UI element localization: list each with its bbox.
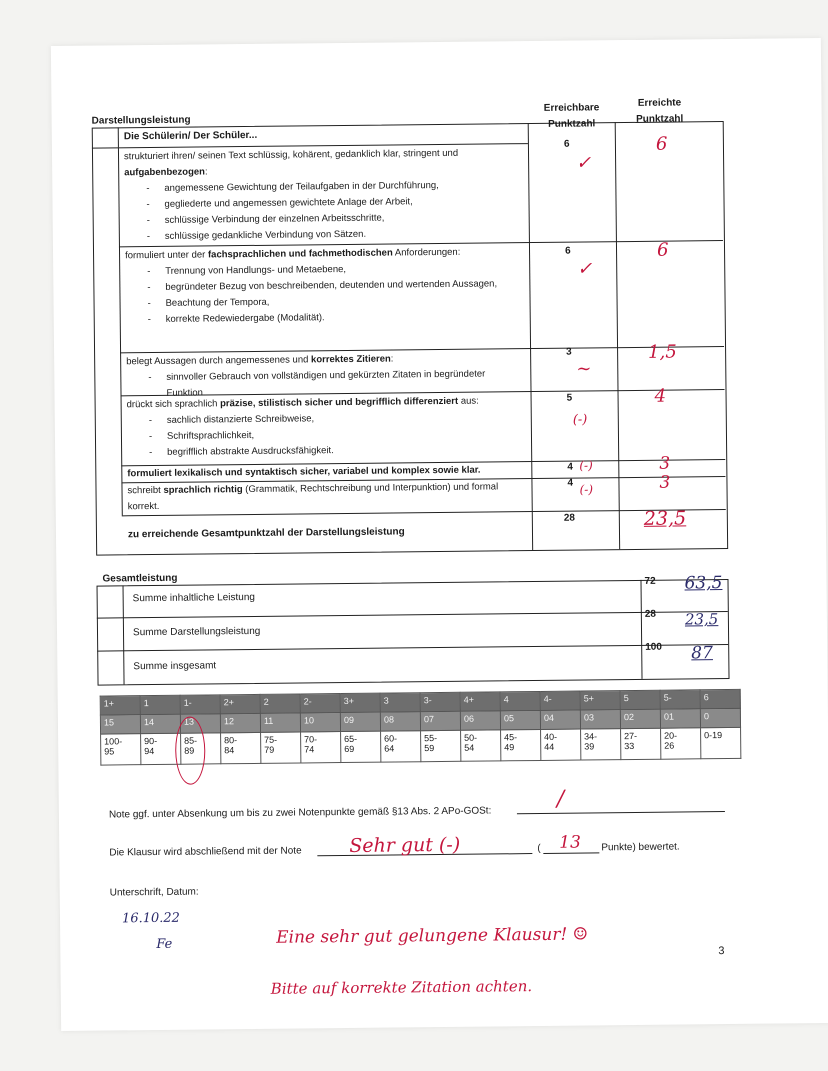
range-start: 85- [184,735,198,746]
gesamt-row-label: Summe Darstellungsleistung [132,625,261,639]
section-title: Darstellungsleistung [91,114,191,127]
criterion-5-mark: (-) [579,458,593,473]
absenkung-label: Note ggf. unter Absenkung um bis zu zwei Notenpunkte gemäß §13 Abs. 2 APo-GOSt: [108,805,492,821]
points-cell: 0 [700,708,740,727]
teacher-comment-2: Bitte auf korrekte Zitation achten. [270,977,533,998]
range-end: 39 [584,741,595,752]
grade-cell: 3+ [340,693,380,712]
subject-header: Die Schülerin/ Der Schüler... [123,129,258,143]
grade-cell: 4 [500,691,540,710]
criterion-1-bullet: - schlüssige Verbindung der einzelnen Arbeitsschritte, [125,209,525,229]
range-end: 44 [544,741,555,752]
gesamt-row-achieved: 87 [691,643,714,664]
range-cell [501,729,541,760]
points-cell: 13 [180,714,220,733]
criterion-2-bullet: - Beachtung der Tempora, [125,292,525,312]
gesamt-row-max: 100 [645,641,662,653]
final-suffix: Punkte) bewertet. [601,841,680,854]
range-start: 20- [664,730,678,741]
final-paren: ( [537,842,541,855]
grade-cell: 4- [540,691,580,710]
range-cell [581,729,621,760]
criterion-6-mark: (-) [579,482,594,497]
criterion-5-max: 4 [567,461,573,473]
range-start: 75- [264,734,278,745]
points-cell: 14 [140,714,180,733]
points-cell: 09 [340,712,380,731]
points-cell: 08 [380,712,420,731]
grade-cell: 1- [180,695,220,714]
criterion-1-achieved: 6 [655,133,668,155]
gesamt-row-max: 72 [644,575,656,587]
criterion-3-bullet: - sinnvoller Gebrauch von vollständigen und gekürzten Zitaten in begründeter Funktion. [126,366,526,402]
signature-initials: Fe [156,936,173,953]
range-start: 34- [584,731,598,742]
range-start: 50- [464,732,478,743]
signature-label: Unterschrift, Datum: [109,886,199,899]
gesamt-row-label: Summe inhaltliche Leistung [132,591,256,605]
range-cell [541,729,581,760]
exam-sheet [51,38,828,1031]
grade-cell: 5- [660,690,700,709]
criterion-1-bullet: - angemessene Gewichtung der Teilaufgaben in der Durchführung, [124,177,524,197]
range-cell [101,734,141,765]
selected-grade-circle [175,716,206,784]
range-end: 95 [104,746,115,757]
range-cell [261,732,301,763]
criterion-1-bullet: - gegliederte und angemessen gewichtete Anlage der Arbeit, [124,193,524,213]
range-end: 54 [464,742,475,753]
criterion-4-mark: (-) [572,412,588,428]
criterion-2: formuliert unter der fachsprachlichen und fachmethodischen Anforderungen: - Trennung von Handlungs- und Metaebene, - begründeter Bezug von beschreibenden, deutenden und wertenden Aussagen, - Beachtung der Tempora, - korrekte Redewiedergabe (Modalität). [125,244,526,328]
points-cell: 01 [660,709,700,728]
criterion-6: schreibt sprachlich richtig (Grammatik, Rechtschreibung und Interpunktion) und formal korrekt. [127,481,499,513]
range-end: 26 [664,740,675,751]
gesamt-row-achieved: 23,5 [684,610,719,629]
points-cell: 06 [460,711,500,730]
final-prefix: Die Klausur wird abschließend mit der Note [109,845,302,859]
grade-cell: 2+ [220,694,260,713]
criterion-1-check: ✓ [576,152,592,174]
range-cell [421,730,461,761]
points-cell: 04 [540,710,580,729]
range-end: 84 [224,745,235,756]
range-end: 69 [344,743,355,755]
range-start: 90- [144,735,158,747]
criterion-3-achieved: 1,5 [647,341,677,363]
range-start: 60- [384,733,398,744]
criterion-2-bullet: - Trennung von Handlungs- und Metaebene, [125,260,525,280]
final-grade: Sehr gut (-) [349,833,461,857]
criterion-2-achieved: 6 [656,239,669,261]
criterion-2-bullet: - begründeter Bezug von beschreibenden, deutenden und wertenden Aussagen, [125,276,525,296]
gesamt-row-label: Summe insgesamt [133,660,217,673]
grade-cell: 3- [420,692,460,711]
points-cell: 10 [300,713,340,732]
range-start: 45- [504,732,518,743]
criterion-6-achieved: 3 [659,472,671,493]
range-end: 59 [424,743,435,754]
points-cell: 11 [260,713,300,732]
grade-cell: 2 [260,694,300,713]
criterion-3: belegt Aussagen durch angemessenes und korrektes Zitieren: - sinnvoller Gebrauch von vollständigen und gekürzten Zitaten in begründeter Funktion. [126,350,526,402]
gesamt-title: Gesamtleistung [102,572,178,585]
range-cell [341,731,381,762]
range-cell [221,732,261,763]
criterion-4-max: 5 [566,392,573,404]
grade-cell: 1 [140,695,180,714]
grade-cell: 6 [700,689,740,708]
criterion-4-bullet: - begrifflich abstrakte Ausdrucksfähigkeit. [127,441,527,461]
criterion-2-bullet: - korrekte Redewiedergabe (Modalität). [126,308,526,328]
criterion-4-bullet: - sachlich distanzierte Schreibweise, [127,409,527,429]
range-start: 55- [424,733,438,744]
signature-date: 16.10.22 [121,910,180,927]
criterion-1-bullet: - schlüssige gedankliche Verbindung von Sätzen. [125,225,525,245]
range-start: 40- [544,731,558,742]
range-cell [661,728,701,759]
range-start: 100- [104,736,123,747]
total-label: zu erreichende Gesamtpunktzahl der Darstellungsleistung [127,526,405,541]
range-end: 94 [144,746,155,757]
absenkung-mark: / [556,786,565,812]
criterion-3-mark: ~ [576,358,592,380]
criterion-5-achieved: 3 [659,453,671,474]
range-cell [701,727,741,758]
range-end: 49 [504,742,515,753]
criterion-4-bullet: - Schriftsprachlichkeit, [127,425,527,445]
criterion-1-max: 6 [563,138,570,150]
page-number: 3 [718,945,725,958]
criterion-2-check: ✓ [577,258,593,280]
criterion-1: strukturiert ihren/ seinen Text schlüssig, kohärent, gedanklich klar, stringent und aufgabenbezogen: - angemessene Gewichtung der Teilaufgaben in der Durchführung, - gegliederte und angemessen gewichtete Anlage der Arbeit, - schlüssige Verbindung der einzelnen Arbeitsschritte, - schlüssige gedankliche Verbindung von Sätzen. [124,145,525,245]
points-cell: 15 [100,715,140,734]
grade-cell: 5 [620,690,660,709]
range-end: 33 [624,740,635,752]
gesamt-row-achieved: 63,5 [684,573,723,594]
range-end: 64 [384,743,395,754]
total-achieved: 23,5 [643,507,687,530]
points-cell: 07 [420,711,460,730]
range-cell [461,730,501,761]
range-end: 79 [264,744,275,755]
range-start: 80- [224,735,238,746]
criterion-2-max: 6 [564,245,571,257]
points-cell: 05 [500,710,540,729]
total-max: 28 [563,512,576,524]
grade-cell: 1+ [100,696,140,715]
points-cell: 03 [580,710,620,729]
grade-cell: 4+ [460,692,500,711]
criterion-4: drückt sich sprachlich präzise, stilistisch sicher und begrifflich differenziert aus: - sachlich distanzierte Schreibweise, - Schriftsprachlichkeit, - begrifflich abstrakte Ausdrucksfähigkeit. [127,393,528,461]
grade-cell: 2- [300,694,340,713]
range-cell [301,732,341,763]
final-points: 13 [559,832,581,853]
range-cell [381,731,421,762]
teacher-comment-1: Eine sehr gut gelungene Klausur! ☺ [276,924,589,948]
range-start: 27- [624,730,638,742]
criterion-6-max: 4 [567,477,574,489]
criterion-5: formuliert lexikalisch und syntaktisch sicher, variabel und komplex sowie klar. [127,464,481,480]
points-cell: 12 [220,713,260,732]
grade-cell: 3 [380,693,420,712]
criterion-3-max: 3 [566,346,572,358]
achieved-header: Erreichte Punktzahl [635,97,684,125]
range-end: 89 [184,745,195,756]
grade-cell: 5+ [580,691,620,710]
gesamt-row-max: 28 [644,608,657,620]
range-start: 0-19 [704,730,723,741]
range-cell [621,728,661,759]
criterion-4-achieved: 4 [654,385,667,407]
range-end: 74 [304,744,315,755]
reachable-header: Erreichbare Punktzahl [543,102,600,130]
range-start: 65- [344,733,358,745]
points-cell: 02 [620,709,660,728]
range-start: 70- [304,734,318,745]
